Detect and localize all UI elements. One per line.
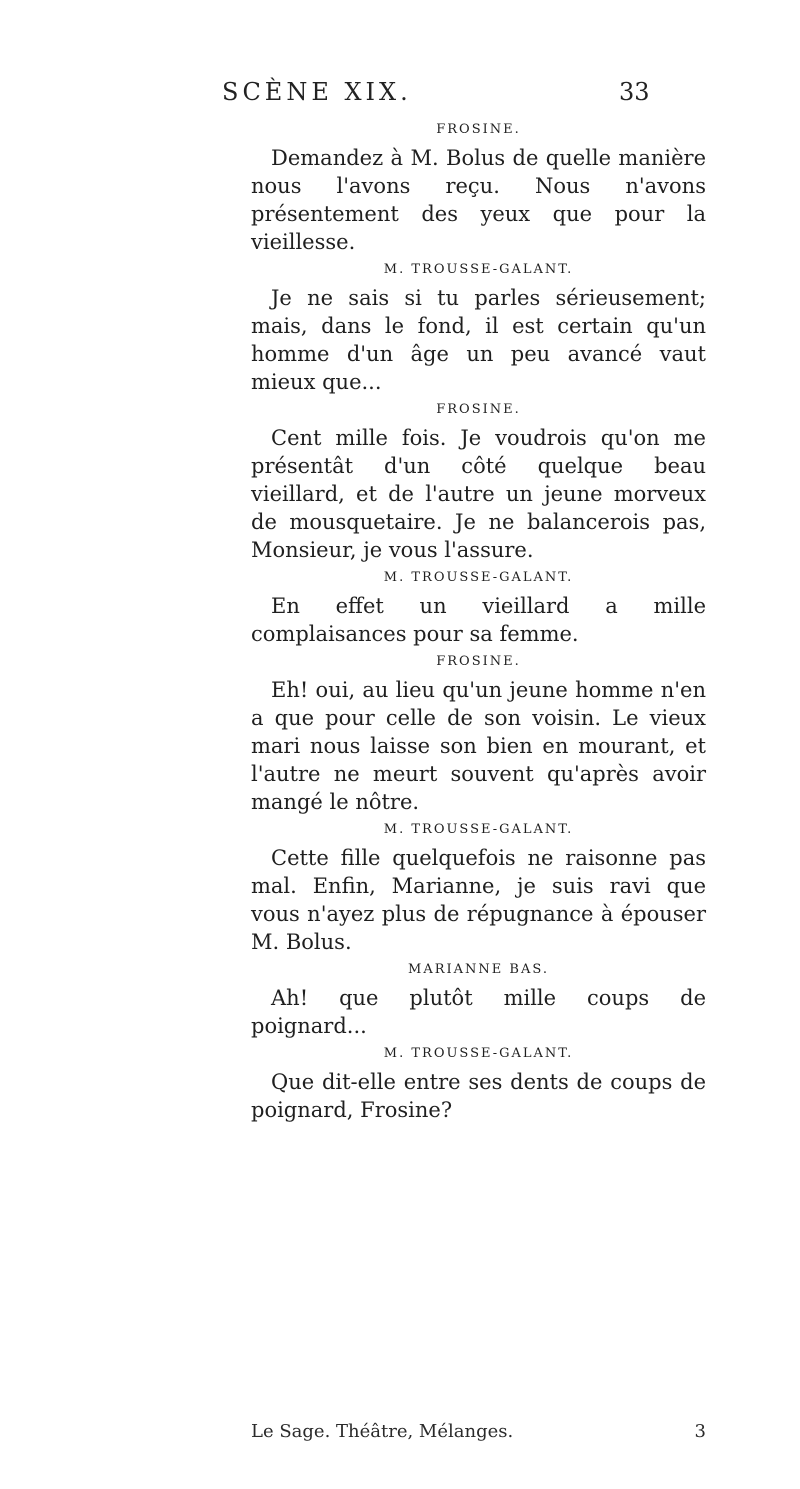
page-number: 33: [619, 78, 650, 106]
dialogue-block-1: [251, 116, 706, 256]
speaker-name: FROSINE.: [436, 122, 521, 137]
dialogue-text: Que dit-elle entre ses dents de coups de poignard, Frosine?: [251, 1070, 706, 1122]
speaker-name: M. TROUSSE-GALANT.: [383, 822, 574, 837]
running-head: [0, 78, 800, 118]
footer-signature: Le Sage. Théâtre, Mélanges.: [251, 1421, 514, 1442]
dialogue-text: Demandez à M. Bolus de quelle manière nous l'avons reçu. Nous n'avons présentement des yeux que pour la vieillesse.: [251, 146, 706, 254]
speaker-name: FROSINE.: [436, 402, 521, 417]
dialogue-block-3: [251, 396, 706, 564]
dialogue-text: Je ne sais si tu parles sérieusement; mais, dans le fond, il est certain qu'un homme d'un âge un peu avancé vaut mieux que...: [251, 286, 706, 394]
dialogue-text: Ah! que plutôt mille coups de poignard...: [251, 986, 706, 1038]
scene-title: SCÈNE XIX.: [222, 78, 412, 106]
page-footer: [251, 1418, 706, 1452]
dialogue-block-4: [251, 564, 706, 648]
dialogue-text: En effet un vieillard a mille complaisances pour sa femme.: [251, 594, 706, 646]
speaker-name: FROSINE.: [436, 654, 521, 669]
dialogue-block-8: [251, 1040, 706, 1124]
dialogue-text: Eh! oui, au lieu qu'un jeune homme n'en a que pour celle de son voisin. Le vieux mari nous laisse son bien en mourant, et l'autre ne meurt souvent qu'après avoir mangé le nôtre.: [251, 678, 706, 814]
speaker-name: M. TROUSSE-GALANT.: [383, 262, 574, 277]
dialogue-block-2: [251, 256, 706, 396]
speaker-name: M. TROUSSE-GALANT.: [383, 570, 574, 585]
dialogue-block-7: [251, 956, 706, 1040]
dialogue-block-6: [251, 816, 706, 956]
speaker-name: M. TROUSSE-GALANT.: [383, 1046, 574, 1061]
dialogue-text: Cette fille quelquefois ne raisonne pas mal. Enfin, Marianne, je suis ravi que vous n'ayez plus de répugnance à épouser M. Bolus.: [251, 846, 706, 954]
speaker-name: MARIANNE BAS.: [408, 962, 549, 977]
dialogue-text: Cent mille fois. Je voudrois qu'on me présentât d'un côté quelque beau vieillard, et de l'autre un jeune morveux de mousquetaire. Je ne balancerois pas, Monsieur, je vous l'assure.: [251, 426, 706, 562]
dialogue-block-5: [251, 648, 706, 816]
dialogue-body: [251, 116, 706, 1124]
footer-signature-number: 3: [694, 1421, 706, 1442]
